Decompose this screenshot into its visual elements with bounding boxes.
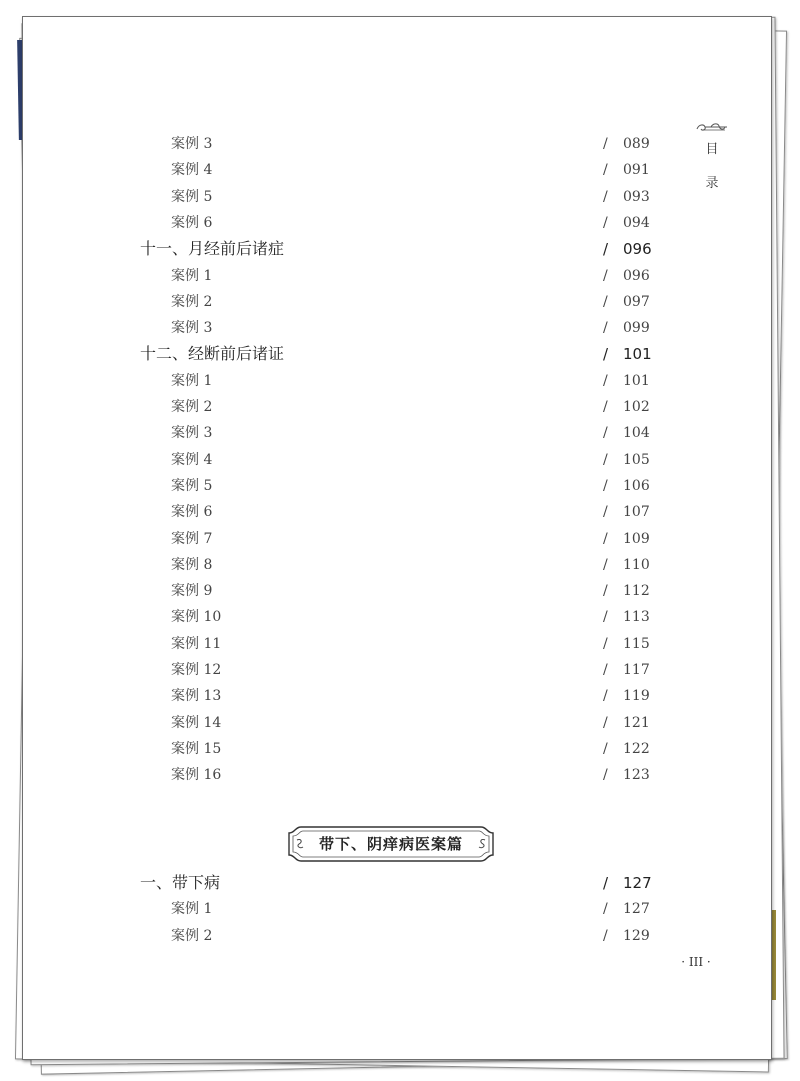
toc-entry-title: 案例 16 [171, 767, 222, 784]
toc-case-entry [23, 924, 683, 948]
page-number: · III · [681, 955, 711, 969]
toc-page-number: 110 [623, 556, 650, 573]
toc-case-entry [23, 448, 683, 472]
toc-separator: / [603, 901, 608, 918]
toc-case-entry [23, 211, 683, 235]
toc-page-number: 094 [623, 214, 650, 231]
toc-separator: / [603, 767, 608, 784]
toc-separator: / [603, 556, 608, 573]
toc-separator: / [603, 372, 608, 389]
toc-separator: / [603, 688, 608, 705]
cloud-ornament-icon [695, 121, 729, 133]
toc-page-number: 123 [623, 767, 650, 784]
toc-case-entry [23, 763, 683, 787]
toc-case-entry [23, 158, 683, 182]
toc-separator: / [603, 425, 608, 442]
toc-entry-title: 十二、经断前后诸证 [140, 344, 285, 364]
toc-case-entry [23, 632, 683, 656]
toc-case-entry [23, 395, 683, 419]
toc-case-entry [23, 658, 683, 682]
toc-separator: / [603, 345, 609, 364]
toc-page-number: 105 [623, 451, 650, 468]
toc-entry-title: 案例 4 [171, 451, 213, 468]
running-head-char: 录 [705, 176, 719, 191]
toc-separator: / [603, 240, 609, 259]
toc-case-entry [23, 605, 683, 629]
toc-entry-title: 案例 14 [171, 714, 222, 731]
toc-separator: / [603, 530, 608, 547]
toc-entry-title: 案例 4 [171, 162, 213, 179]
toc-entry-title: 案例 3 [171, 320, 213, 337]
toc-entry-title: 一、带下病 [140, 873, 221, 892]
toc-case-entry [23, 711, 683, 735]
toc-entry-title: 案例 9 [171, 583, 213, 600]
toc-case-entry [23, 897, 683, 921]
toc-entry-title: 案例 8 [171, 556, 213, 573]
toc-separator: / [603, 293, 608, 310]
toc-separator: / [603, 740, 608, 757]
toc-separator: / [603, 504, 608, 521]
part-title: 带下、阴痒病医案篇 [318, 835, 463, 853]
toc-separator: / [603, 477, 608, 494]
toc-entry-title: 案例 2 [171, 927, 213, 944]
toc-case-entry [23, 316, 683, 340]
toc-page-number: 122 [623, 740, 650, 757]
toc-page-number: 106 [623, 477, 650, 494]
toc-entry-title: 案例 11 [171, 635, 222, 652]
toc-page-number: 107 [623, 504, 650, 521]
toc-separator: / [603, 714, 608, 731]
toc-page-number: 102 [623, 399, 650, 415]
toc-entry-title: 案例 5 [171, 477, 213, 494]
toc-section-entry [23, 237, 683, 261]
toc-entry-title: 案例 1 [171, 901, 213, 918]
toc-separator: / [603, 162, 608, 179]
toc-separator: / [603, 188, 608, 205]
toc-separator: / [603, 874, 609, 892]
toc-page-number: 101 [623, 372, 650, 389]
toc-case-entry [23, 264, 683, 288]
toc-entry-title: 案例 1 [171, 372, 213, 389]
toc-entry-title: 案例 2 [171, 399, 213, 415]
toc-case-entry [23, 684, 683, 708]
toc-page-number: 117 [623, 662, 650, 678]
toc-case-entry [23, 737, 683, 761]
toc-separator: / [603, 927, 608, 944]
toc-entry-title: 案例 3 [171, 425, 213, 442]
toc-case-entry [23, 421, 683, 445]
toc-page [22, 16, 772, 1060]
part-banner [287, 825, 495, 863]
toc-separator: / [603, 583, 608, 600]
toc-page-number: 104 [623, 425, 650, 442]
toc-entry-title: 案例 10 [171, 609, 222, 626]
toc-separator: / [603, 267, 608, 284]
toc-separator: / [603, 136, 608, 152]
toc-entry-title: 十一、月经前后诸症 [140, 239, 285, 259]
toc-separator: / [603, 451, 608, 468]
toc-separator: / [603, 662, 608, 678]
toc-section-entry [23, 871, 683, 895]
toc-case-entry [23, 474, 683, 498]
toc-page-number: 127 [623, 901, 650, 918]
running-head-char: 目 [705, 142, 719, 157]
toc-case-entry [23, 553, 683, 577]
toc-entry-title: 案例 5 [171, 188, 213, 205]
toc-page-number: 096 [623, 240, 652, 259]
toc-page-number: 099 [623, 320, 650, 337]
toc-entry-title: 案例 6 [171, 214, 213, 231]
toc-section-entry [23, 342, 683, 366]
toc-entry-title: 案例 3 [171, 136, 213, 152]
toc-page-number: 109 [623, 530, 650, 547]
toc-entry-title: 案例 7 [171, 530, 213, 547]
toc-page-number: 113 [623, 609, 650, 626]
toc-entry-title: 案例 12 [171, 662, 222, 678]
toc-separator: / [603, 320, 608, 337]
toc-entry-title: 案例 13 [171, 688, 222, 705]
toc-page-number: 119 [623, 688, 650, 705]
toc-page-number: 127 [623, 874, 652, 892]
toc-case-entry [23, 185, 683, 209]
toc-separator: / [603, 609, 608, 626]
toc-separator: / [603, 214, 608, 231]
toc-case-entry [23, 500, 683, 524]
toc-page-number: 097 [623, 293, 650, 310]
toc-entry-title: 案例 6 [171, 504, 213, 521]
toc-case-entry [23, 132, 683, 156]
toc-case-entry [23, 579, 683, 603]
running-head [687, 121, 737, 201]
toc-entry-title: 案例 1 [171, 267, 213, 284]
toc-separator: / [603, 399, 608, 415]
toc-case-entry [23, 369, 683, 393]
toc-separator: / [603, 635, 608, 652]
toc-page-number: 101 [623, 345, 652, 364]
toc-page-number: 096 [623, 267, 650, 284]
toc-page-number: 093 [623, 188, 650, 205]
toc-case-entry [23, 527, 683, 551]
toc-page-number: 089 [623, 136, 650, 152]
toc-page-number: 091 [623, 162, 650, 179]
toc-case-entry [23, 290, 683, 314]
toc-page-number: 129 [623, 927, 650, 944]
toc-page-number: 121 [623, 714, 650, 731]
toc-page-number: 115 [623, 635, 650, 652]
toc-page-number: 112 [623, 583, 650, 600]
toc-entry-title: 案例 15 [171, 740, 222, 757]
toc-entry-title: 案例 2 [171, 293, 213, 310]
